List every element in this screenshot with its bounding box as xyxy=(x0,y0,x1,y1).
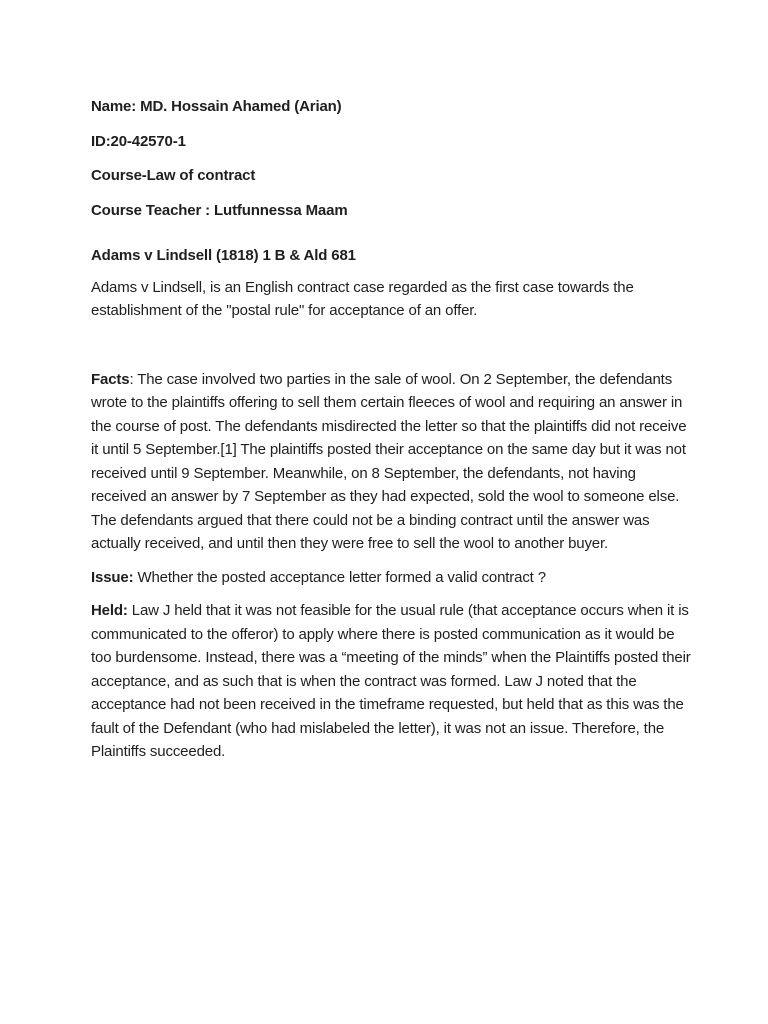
student-name: Name: MD. Hossain Ahamed (Arian) xyxy=(91,98,342,115)
facts-label: Facts xyxy=(91,370,130,388)
case-title: Adams v Lindsell (1818) 1 B & Ald 681 xyxy=(91,247,356,264)
student-id: ID:20-42570-1 xyxy=(91,132,186,150)
held-paragraph xyxy=(91,599,691,764)
case-intro: Adams v Lindsell, is an English contract case regarded as the first case towards the establishment of the "postal rule" for acceptance of an offer. xyxy=(91,278,634,319)
facts-text: : The case involved two parties in the sale of wool. On 2 September, the defendants wrote to the plaintiffs offering to sell them certain fleeces of wool and requiring an answer in the course of post. The defendants misdirected the letter so that the plaintiffs did not receive it until 5 September.[1] The plaintiffs posted their acceptance on the same day but it was not received until 9 September. Meanwhile, on 8 September, the defendants, not having received an answer by 7 September as they had expected, sold the wool to someone else. The defendants argued that there could not be a binding contract until the answer was actually received, and until then they were free to sell the wool to another buyer. xyxy=(91,370,687,552)
held-label: Held: xyxy=(91,602,128,619)
course-teacher: Course Teacher : Lutfunnessa Maam xyxy=(91,201,348,219)
course-name: Course-Law of contract xyxy=(91,167,256,184)
issue-text: Whether the posted acceptance letter formed a valid contract ? xyxy=(133,568,546,586)
issue-paragraph xyxy=(91,566,691,590)
held-text: Law J held that it was not feasible for the usual rule (that acceptance occurs when it is communicated to the offeror) to apply where there is posted communication as it would be too burdensome. Instead, there was a “meeting of the minds” when the Plaintiffs posted their acceptance, and as such that is when the contract was formed. Law J noted that the acceptance had not been received in the timeframe requested, but held that as this was the fault of the Defendant (who had mislabeled the letter), it was not an issue. Therefore, the Plaintiffs succeeded. xyxy=(91,602,691,760)
document-body xyxy=(91,95,691,774)
facts-paragraph xyxy=(91,368,691,556)
issue-label: Issue: xyxy=(91,568,134,586)
